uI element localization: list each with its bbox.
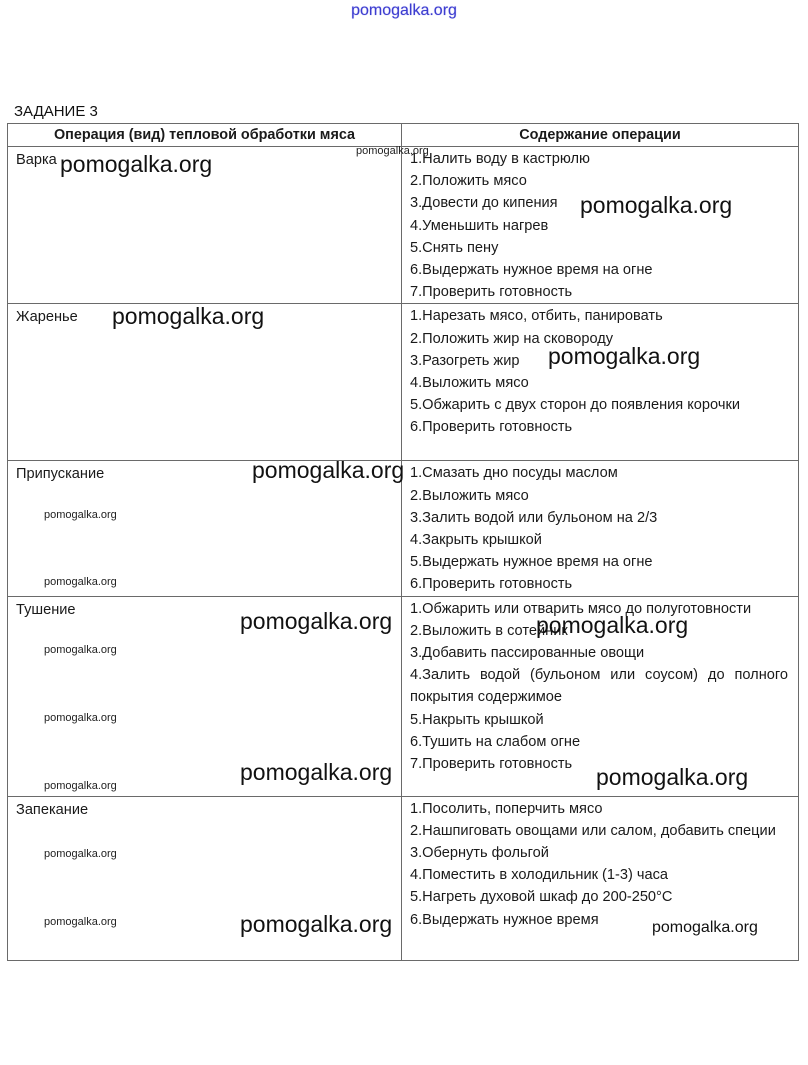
operation-name: Варка bbox=[8, 147, 402, 304]
watermark: pomogalka.org bbox=[240, 759, 393, 785]
step-item: 1.Обжарить или отварить мясо до полуготовности bbox=[410, 600, 752, 617]
step-item: 5.Обжарить с двух сторон до появления корочки bbox=[410, 397, 740, 414]
step-item: 6.Выдержать нужное время bbox=[410, 911, 599, 928]
watermark: pomogalka.org bbox=[240, 608, 393, 634]
step-item: 3.Довести до кипения bbox=[410, 195, 558, 212]
step-item: 4.Уменьшить нагрев bbox=[410, 217, 549, 234]
watermark: pomogalka.org bbox=[60, 151, 213, 177]
step-item: 4.Поместить в холодильник (1-3) часа bbox=[410, 867, 669, 884]
step-item: 2.Нашпиговать овощами или салом, добавить специи bbox=[410, 822, 776, 839]
watermark: pomogalka.org bbox=[536, 612, 689, 638]
step-item: 7.Проверить готовность bbox=[410, 284, 573, 301]
heat-treatment-table bbox=[7, 123, 799, 961]
watermark: pomogalka.org bbox=[548, 343, 701, 369]
watermark: pomogalka.org bbox=[44, 916, 117, 928]
step-item: 6.Выдержать нужное время на огне bbox=[410, 262, 653, 279]
operation-name: Запекание bbox=[8, 796, 402, 960]
table-header-row bbox=[8, 124, 799, 147]
step-item: 1.Налить воду в кастрюлю bbox=[410, 151, 590, 167]
operation-name: Жаренье bbox=[8, 304, 402, 461]
step-item: 4.Выложить мясо bbox=[410, 375, 529, 392]
step-item: 3.Обернуть фольгой bbox=[410, 845, 549, 862]
step-item: 7.Проверить готовность bbox=[410, 756, 573, 773]
operation-steps bbox=[402, 461, 799, 596]
step-item: 5.Накрыть крышкой bbox=[410, 711, 544, 728]
watermark: pomogalka.org bbox=[44, 780, 117, 792]
step-item: 3.Добавить пассированные овощи bbox=[410, 645, 645, 662]
step-item: 2.Положить жир на сковороду bbox=[410, 330, 614, 347]
site-watermark-top: pomogalka.org bbox=[351, 2, 457, 19]
step-item: 3.Разогреть жир bbox=[410, 352, 520, 369]
header-content: Содержание операции bbox=[402, 124, 799, 147]
step-item: 6.Проверить готовность bbox=[410, 419, 573, 436]
operation-steps bbox=[402, 147, 799, 304]
watermark: pomogalka.org bbox=[44, 576, 117, 588]
watermark: pomogalka.org bbox=[44, 644, 117, 656]
step-item: 2.Положить мясо bbox=[410, 173, 527, 190]
step-item: 2.Выложить мясо bbox=[410, 487, 529, 504]
header-operation: Операция (вид) тепловой обработки мяса bbox=[8, 124, 402, 147]
watermark: pomogalka.org bbox=[240, 911, 393, 937]
step-item: 1.Смазать дно посуды маслом bbox=[410, 465, 618, 482]
step-item: 5.Снять пену bbox=[410, 239, 499, 256]
step-item: 3.Залить водой или бульоном на 2/3 bbox=[410, 509, 658, 526]
watermark: pomogalka.org bbox=[112, 303, 265, 329]
operation-steps bbox=[402, 304, 799, 461]
step-item: 5.Нагреть духовой шкаф до 200-250°C bbox=[410, 889, 673, 906]
step-item: 4.Закрыть крышкой bbox=[410, 532, 542, 549]
watermark: pomogalka.org bbox=[596, 764, 749, 790]
task-title: ЗАДАНИЕ 3 bbox=[14, 103, 98, 120]
watermark: pomogalka.org bbox=[252, 457, 405, 483]
operation-name: Припускание bbox=[8, 461, 402, 596]
watermark: pomogalka.org bbox=[580, 192, 733, 218]
watermark: pomogalka.org bbox=[44, 848, 117, 860]
step-item: 5.Выдержать нужное время на огне bbox=[410, 554, 653, 571]
step-item: 1.Нарезать мясо, отбить, панировать bbox=[410, 308, 663, 325]
watermark: pomogalka.org bbox=[652, 919, 758, 936]
watermark: pomogalka.org bbox=[44, 712, 117, 724]
watermark: pomogalka.org bbox=[44, 509, 117, 521]
operation-name: Тушение bbox=[8, 596, 402, 796]
step-item: 6.Тушить на слабом огне bbox=[410, 733, 581, 750]
step-item: 1.Посолить, поперчить мясо bbox=[410, 800, 603, 817]
watermark: pomogalka.org bbox=[356, 145, 429, 157]
step-item: 6.Проверить готовность bbox=[410, 576, 573, 593]
step-item: 4.Залить водой (бульоном или соусом) до полного покрытия содержимое bbox=[410, 667, 788, 706]
step-item: 2.Выложить в сотейник bbox=[410, 622, 568, 639]
